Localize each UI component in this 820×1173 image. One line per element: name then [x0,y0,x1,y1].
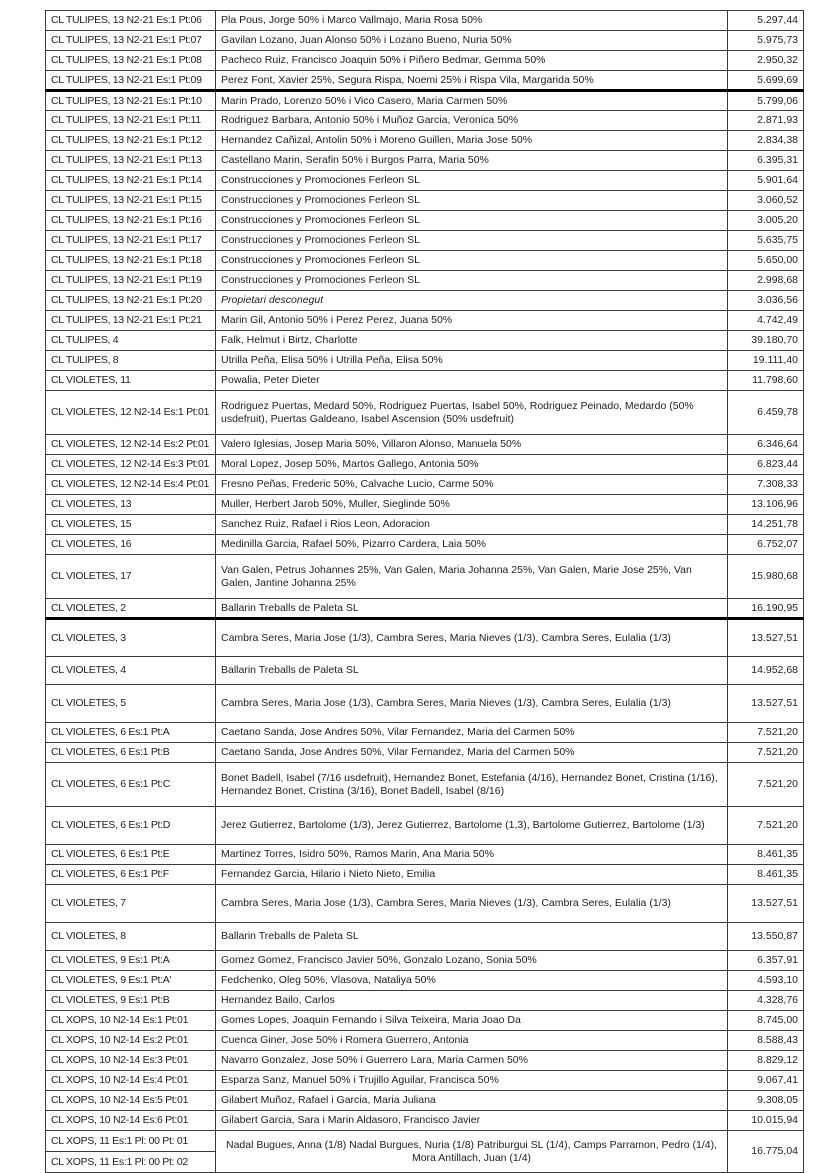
owners-cell: Bonet Badell, Isabel (7/16 usdefruit), Hernandez Bonet, Estefania (4/16), Hernandez Bonet, Cristina (1/16), Hernandez Bonet, Cristina (3/16), Bonet Badell, Isabel (8/16) [216,763,728,807]
table-row [46,331,804,351]
address-cell: CL VIOLETES, 12 N2-14 Es:4 Pt:01 [46,475,216,495]
address-cell: CL TULIPES, 8 [46,351,216,371]
owners-cell: Construcciones y Promociones Ferleon SL [216,251,728,271]
owners-cell: Cambra Seres, Maria Jose (1/3), Cambra Seres, Maria Nieves (1/3), Cambra Seres, Eulalia (1/3) [216,685,728,723]
owners-cell: Construcciones y Promociones Ferleon SL [216,191,728,211]
amount-cell: 13.550,87 [728,923,804,951]
table-row [46,291,804,311]
amount-cell: 14.952,68 [728,657,804,685]
owners-cell: Moral Lopez, Josep 50%, Martos Gallego, Antonia 50% [216,455,728,475]
owners-cell: Gomes Lopes, Joaquin Fernando i Silva Teixeira, Maria Joao Da [216,1011,728,1031]
owners-cell: Castellano Marin, Serafin 50% i Burgos Parra, Maria 50% [216,151,728,171]
address-cell: CL VIOLETES, 6 Es:1 Pt:F [46,865,216,885]
table-row [46,685,804,723]
owners-cell: Gavilan Lozano, Juan Alonso 50% i Lozano Bueno, Nuria 50% [216,31,728,51]
amount-cell: 8.461,35 [728,845,804,865]
owners-cell: Hernandez Cañizal, Antolin 50% i Moreno Guillen, Maria Jose 50% [216,131,728,151]
table-row [46,171,804,191]
amount-cell: 3.036,56 [728,291,804,311]
table-row [46,1091,804,1111]
owners-cell: Marin Gil, Antonio 50% i Perez Perez, Juana 50% [216,311,728,331]
table-row [46,1131,804,1173]
owners-cell: Pla Pous, Jorge 50% i Marco Vallmajo, Maria Rosa 50% [216,11,728,31]
address-cell: CL VIOLETES, 12 N2-14 Es:2 Pt:01 [46,435,216,455]
address-cell: CL TULIPES, 13 N2-21 Es:1 Pt:08 [46,51,216,71]
amount-cell: 8.461,35 [728,865,804,885]
address-cell: CL TULIPES, 13 N2-21 Es:1 Pt:06 [46,11,216,31]
table-row [46,991,804,1011]
amount-cell: 4.593,10 [728,971,804,991]
table-row [46,191,804,211]
amount-cell: 2.998,68 [728,271,804,291]
amount-cell: 3.005,20 [728,211,804,231]
table-row [46,1111,804,1131]
owners-cell: Powalia, Peter Dieter [216,371,728,391]
owners-cell: Nadal Bugues, Anna (1/8) Nadal Burgues, Nuria (1/8) Patriburgui SL (1/4), Camps Parramon, Pedro (1/4), Mora Antillach, Juan (1/4) [216,1131,728,1173]
address-cell: CL VIOLETES, 4 [46,657,216,685]
owners-cell: Rodriguez Barbara, Antonio 50% i Muñoz Garcia, Veronica 50% [216,111,728,131]
owners-cell: Falk, Helmut i Birtz, Charlotte [216,331,728,351]
address-cell: CL VIOLETES, 16 [46,535,216,555]
address-cell: CL VIOLETES, 3 [46,619,216,657]
owners-cell: Ballarin Treballs de Paleta SL [216,657,728,685]
address-cell: CL VIOLETES, 11 [46,371,216,391]
table-row [46,619,804,657]
address-cell: CL TULIPES, 13 N2-21 Es:1 Pt:10 [46,91,216,111]
amount-cell: 6.459,78 [728,391,804,435]
amount-cell: 9.308,05 [728,1091,804,1111]
table-row [46,71,804,91]
address-cell: CL VIOLETES, 12 N2-14 Es:1 Pt:01 [46,391,216,435]
table-row [46,475,804,495]
owners-cell: Construcciones y Promociones Ferleon SL [216,171,728,191]
table-row [46,923,804,951]
address-cell: CL VIOLETES, 15 [46,515,216,535]
owners-cell: Medinilla Garcia, Rafael 50%, Pizarro Cardera, Laia 50% [216,535,728,555]
amount-cell: 5.650,00 [728,251,804,271]
address-cell: CL TULIPES, 13 N2-21 Es:1 Pt:14 [46,171,216,191]
amount-cell: 6.357,91 [728,951,804,971]
address-cell: CL VIOLETES, 9 Es:1 Pt:A' [46,971,216,991]
amount-cell: 5.635,75 [728,231,804,251]
address-cell: CL TULIPES, 13 N2-21 Es:1 Pt:09 [46,71,216,91]
table-row [46,657,804,685]
amount-cell: 5.297,44 [728,11,804,31]
table-row [46,495,804,515]
table-row [46,865,804,885]
owners-cell: Hernandez Bailo, Carlos [216,991,728,1011]
table-row [46,455,804,475]
owners-cell: Utrilla Peña, Elisa 50% i Utrilla Peña, Elisa 50% [216,351,728,371]
table-row [46,131,804,151]
owners-cell: Pacheco Ruiz, Francisco Joaquin 50% i Piñero Bedmar, Gemma 50% [216,51,728,71]
table-row [46,885,804,923]
owners-cell: Cambra Seres, Maria Jose (1/3), Cambra Seres, Maria Nieves (1/3), Cambra Seres, Eulalia (1/3) [216,885,728,923]
address-cell: CL VIOLETES, 12 N2-14 Es:3 Pt:01 [46,455,216,475]
table-row [46,91,804,111]
owners-cell: Esparza Sanz, Manuel 50% i Trujillo Aguilar, Francisca 50% [216,1071,728,1091]
table-row [46,231,804,251]
amount-cell: 7.521,20 [728,807,804,845]
owners-cell: Construcciones y Promociones Ferleon SL [216,271,728,291]
table-row [46,51,804,71]
address-cell: CL XOPS, 10 N2-14 Es:5 Pt:01 [46,1091,216,1111]
amount-cell: 4.328,76 [728,991,804,1011]
address-cell: CL TULIPES, 13 N2-21 Es:1 Pt:16 [46,211,216,231]
address-cell: CL TULIPES, 13 N2-21 Es:1 Pt:20 [46,291,216,311]
owners-cell: Perez Font, Xavier 25%, Segura Rispa, Noemi 25% i Rispa Vila, Margarida 50% [216,71,728,91]
owners-cell: Fedchenko, Oleg 50%, Vlasova, Nataliya 50% [216,971,728,991]
amount-cell: 2.871,93 [728,111,804,131]
table-row [46,723,804,743]
address-cell: CL TULIPES, 4 [46,331,216,351]
owners-cell: Gilabert Muñoz, Rafael i Garcia, Maria Juliana [216,1091,728,1111]
amount-cell: 15.980,68 [728,555,804,599]
owners-cell: Fresno Peñas, Frederic 50%, Calvache Lucio, Carme 50% [216,475,728,495]
table-row [46,555,804,599]
owners-cell: Navarro Gonzalez, Jose 50% i Guerrero Lara, Maria Carmen 50% [216,1051,728,1071]
address-cell: CL VIOLETES, 13 [46,495,216,515]
table-row [46,371,804,391]
table-row [46,763,804,807]
address-cell: CL TULIPES, 13 N2-21 Es:1 Pt:12 [46,131,216,151]
address-cell: CL XOPS, 10 N2-14 Es:2 Pt:01 [46,1031,216,1051]
amount-cell: 19.111,40 [728,351,804,371]
amount-cell: 13.527,51 [728,885,804,923]
owners-cell: Caetano Sanda, Jose Andres 50%, Vilar Fernandez, Maria del Carmen 50% [216,723,728,743]
amount-cell: 8.829,12 [728,1051,804,1071]
table-row [46,951,804,971]
owners-cell: Caetano Sanda, Jose Andres 50%, Vilar Fernandez, Maria del Carmen 50% [216,743,728,763]
owners-cell: Valero Iglesias, Josep Maria 50%, Villaron Alonso, Manuela 50% [216,435,728,455]
table-row [46,807,804,845]
table-row [46,971,804,991]
amount-cell: 16.190,95 [728,599,804,619]
amount-cell: 7.521,20 [728,763,804,807]
address-cell: CL TULIPES, 13 N2-21 Es:1 Pt:17 [46,231,216,251]
owners-cell: Jerez Gutierrez, Bartolome (1/3), Jerez Gutierrez, Bartolome (1,3), Bartolome Gutierrez, Bartolome (1/3) [216,807,728,845]
address-cell: CL XOPS, 10 N2-14 Es:4 Pt:01 [46,1071,216,1091]
amount-cell: 16.775,04 [728,1131,804,1173]
amount-cell: 13.527,51 [728,685,804,723]
table-row [46,111,804,131]
address-cell: CL TULIPES, 13 N2-21 Es:1 Pt:19 [46,271,216,291]
owners-cell: Gilabert Garcia, Sara i Marin Aldasoro, Francisco Javier [216,1111,728,1131]
amount-cell: 7.521,20 [728,723,804,743]
amount-cell: 5.975,73 [728,31,804,51]
property-register-table [45,10,804,1173]
address-cell: CL VIOLETES, 6 Es:1 Pt:E [46,845,216,865]
owners-cell: Van Galen, Petrus Johannes 25%, Van Galen, Maria Johanna 25%, Van Galen, Marie Jose 25%, Van Galen, Jantine Johanna 25% [216,555,728,599]
table-row [46,743,804,763]
address-cell: CL VIOLETES, 6 Es:1 Pt:C [46,763,216,807]
address-cell: CL XOPS, 10 N2-14 Es:3 Pt:01 [46,1051,216,1071]
amount-cell: 5.799,06 [728,91,804,111]
address-cell: CL VIOLETES, 6 Es:1 Pt:D [46,807,216,845]
table-row [46,151,804,171]
amount-cell: 6.395,31 [728,151,804,171]
table-row [46,351,804,371]
table-row [46,1051,804,1071]
address-cell: CL TULIPES, 13 N2-21 Es:1 Pt:15 [46,191,216,211]
owners-cell: Marin Prado, Lorenzo 50% i Vico Casero, Maria Carmen 50% [216,91,728,111]
address-cell: CL VIOLETES, 6 Es:1 Pt:B [46,743,216,763]
owners-cell: Fernandez Garcia, Hilario i Nieto Nieto, Emilia [216,865,728,885]
owners-cell: Gomez Gomez, Francisco Javier 50%, Gonzalo Lozano, Sonia 50% [216,951,728,971]
amount-cell: 10.015,94 [728,1111,804,1131]
owners-cell: Ballarin Treballs de Paleta SL [216,923,728,951]
amount-cell: 8.588,43 [728,1031,804,1051]
address-subcell: CL XOPS, 11 Es:1 Pl: 00 Pt: 01 [51,1134,188,1147]
table-row [46,1011,804,1031]
table-row [46,535,804,555]
address-cell: CL TULIPES, 13 N2-21 Es:1 Pt:18 [46,251,216,271]
table-body [46,11,804,1173]
address-cell: CL VIOLETES, 7 [46,885,216,923]
amount-cell: 6.752,07 [728,535,804,555]
address-cell: CL VIOLETES, 9 Es:1 Pt:A [46,951,216,971]
table-row [46,845,804,865]
table-row [46,251,804,271]
address-cell: CL XOPS, 10 N2-14 Es:6 Pt:01 [46,1111,216,1131]
owners-cell: Martinez Torres, Isidro 50%, Ramos Marin, Ana Maria 50% [216,845,728,865]
table-row [46,435,804,455]
amount-cell: 39.180,70 [728,331,804,351]
owners-cell: Propietari desconegut [216,291,728,311]
owners-cell: Ballarin Treballs de Paleta SL [216,599,728,619]
amount-cell: 4.742,49 [728,311,804,331]
owners-cell: Muller, Herbert Jarob 50%, Muller, Sieglinde 50% [216,495,728,515]
owners-cell: Sanchez Ruiz, Rafael i Rios Leon, Adoracion [216,515,728,535]
amount-cell: 11.798,60 [728,371,804,391]
address-cell: CL TULIPES, 13 N2-21 Es:1 Pt:13 [46,151,216,171]
address-cell: CL TULIPES, 13 N2-21 Es:1 Pt:11 [46,111,216,131]
table-row [46,599,804,619]
amount-cell: 13.106,96 [728,495,804,515]
amount-cell: 6.346,64 [728,435,804,455]
address-cell: CL VIOLETES, 5 [46,685,216,723]
owners-cell: Construcciones y Promociones Ferleon SL [216,211,728,231]
amount-cell: 2.834,38 [728,131,804,151]
amount-cell: 5.901,64 [728,171,804,191]
amount-cell: 14.251,78 [728,515,804,535]
amount-cell: 7.521,20 [728,743,804,763]
owners-cell: Cuenca Giner, Jose 50% i Romera Guerrero, Antonia [216,1031,728,1051]
amount-cell: 3.060,52 [728,191,804,211]
table-row [46,1071,804,1091]
amount-cell: 13.527,51 [728,619,804,657]
address-cell [46,1131,216,1173]
table-row [46,391,804,435]
address-cell: CL TULIPES, 13 N2-21 Es:1 Pt:21 [46,311,216,331]
amount-cell: 2.950,32 [728,51,804,71]
owners-cell: Cambra Seres, Maria Jose (1/3), Cambra Seres, Maria Nieves (1/3), Cambra Seres, Eulalia (1/3) [216,619,728,657]
table-row [46,211,804,231]
table-row [46,311,804,331]
table-row [46,11,804,31]
table-row [46,271,804,291]
table-row [46,515,804,535]
amount-cell: 7.308,33 [728,475,804,495]
address-subcell: CL XOPS, 11 Es:1 Pl: 00 Pt: 02 [46,1151,215,1172]
owners-cell: Construcciones y Promociones Ferleon SL [216,231,728,251]
table-row [46,1031,804,1051]
address-cell: CL XOPS, 10 N2-14 Es:1 Pt:01 [46,1011,216,1031]
amount-cell: 9.067,41 [728,1071,804,1091]
table-row [46,31,804,51]
amount-cell: 5.699,69 [728,71,804,91]
owners-cell: Rodriguez Puertas, Medard 50%, Rodriguez Puertas, Isabel 50%, Rodriguez Peinado, Medardo (50% usdefruit), Puertas Galdeano, Isabel Ascension (50% usdefruit) [216,391,728,435]
address-cell: CL VIOLETES, 9 Es:1 Pt:B [46,991,216,1011]
address-cell: CL VIOLETES, 8 [46,923,216,951]
address-cell: CL TULIPES, 13 N2-21 Es:1 Pt:07 [46,31,216,51]
address-cell: CL VIOLETES, 6 Es:1 Pt:A [46,723,216,743]
address-cell: CL VIOLETES, 2 [46,599,216,619]
amount-cell: 8.745,00 [728,1011,804,1031]
amount-cell: 6.823,44 [728,455,804,475]
address-cell: CL VIOLETES, 17 [46,555,216,599]
